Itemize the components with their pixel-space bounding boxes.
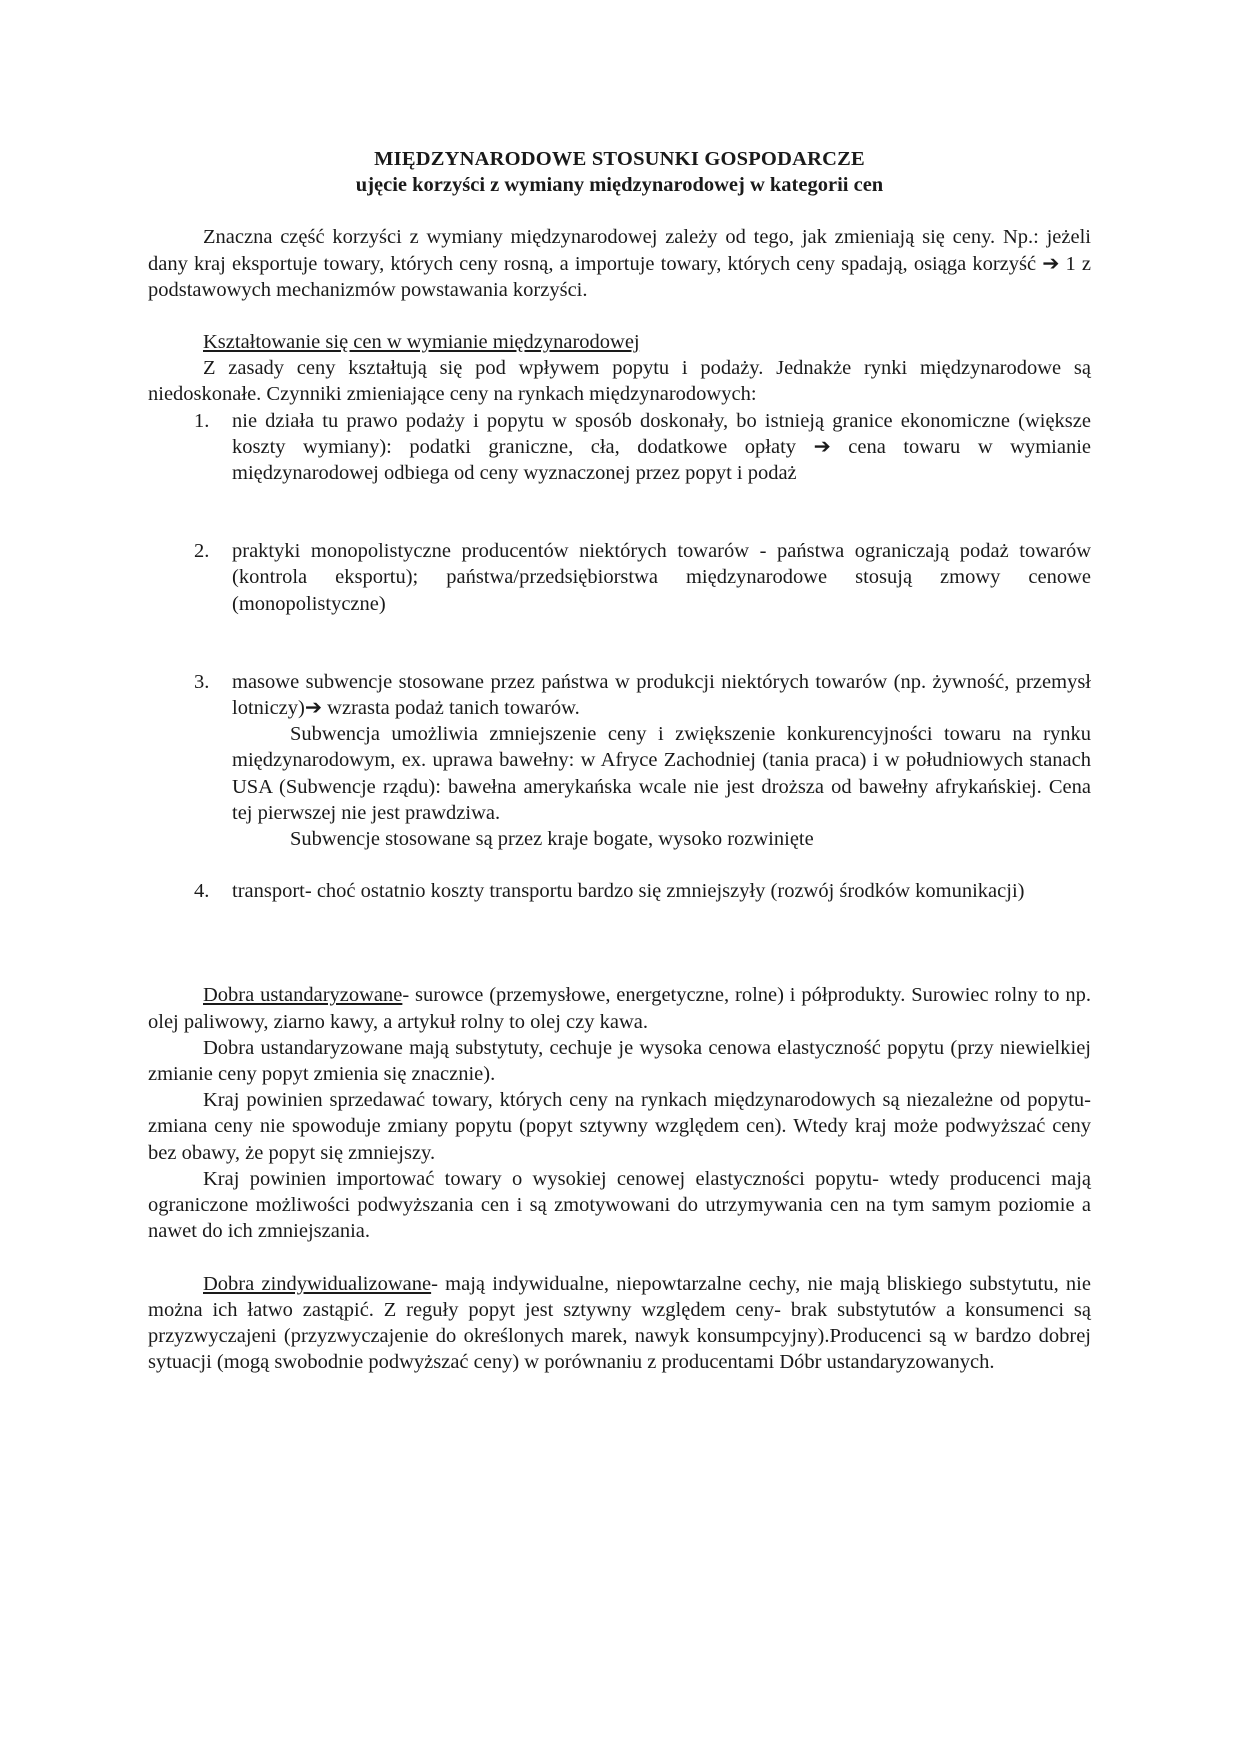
list-item-text: transport- choć ostatnio koszty transportu bardzo się zmniejszyły (rozwój środków komunikacji) <box>232 880 1025 903</box>
term-standardized-goods: Dobra ustandaryzowane <box>203 984 403 1007</box>
document-title: MIĘDZYNARODOWE STOSUNKI GOSPODARCZE <box>374 148 865 170</box>
standardized-goods-p4: Kraj powinien importować towary o wysokiej cenowej elastyczności popytu- wtedy producenci mają ograniczone możliwości podwyższania cen i są zmotywowani do utrzymywania cen na tym samym poziomie a nawet do ich zmniejszania. <box>148 1167 1091 1243</box>
spacer <box>148 512 1091 538</box>
list-item-subparagraph: Subwencje stosowane są przez kraje bogate, wysoko rozwinięte <box>290 828 814 851</box>
list-item <box>138 669 1091 852</box>
spacer <box>148 956 1091 982</box>
spacer <box>148 1245 1091 1271</box>
list-item-subparagraph: Subwencja umożliwia zmniejszenie ceny i zwiększenie konkurencyjności towaru na rynku międzynarodowym, ex. uprawa bawełny: w Afryce Zachodniej (tania praca) i w południowych stanach USA (Subwencje rządu): bawełna amerykańska wcale nie jest droższa od bawełny afrykańskiej. Cena tej pierwszej nie jest prawdziwa. <box>232 723 1091 824</box>
spacer <box>148 930 1091 956</box>
list-item-text: praktyki monopolistyczne producentów niektórych towarów - państwa ograniczają podaż towarów (kontrola eksportu); państwa/przedsiębiorstwa międzynarodowe stosują zmowy cenowe (monopolistyczne) <box>232 540 1091 615</box>
list-item-text: nie działa tu prawo podaży i popytu w sposób doskonały, bo istnieją granice ekonomiczne (większe koszty wymiany): podatki graniczne, cła, dodatkowe opłaty ➔ cena towaru w wymianie międzynarodowej odbiega od ceny wyznaczonej przez popyt i podaż <box>232 409 1091 485</box>
spacer <box>148 617 1091 643</box>
spacer <box>148 852 1091 878</box>
list-item <box>138 408 1091 487</box>
section1-paragraph: Z zasady ceny kształtują się pod wpływem popytu i podaży. Jednakże rynki międzynarodowe są niedoskonałe. Czynniki zmieniające ceny na rynkach międzynarodowych: <box>148 357 1091 406</box>
factors-list <box>148 408 1091 905</box>
term-individualized-goods: Dobra zindywidualizowane <box>203 1272 432 1295</box>
standardized-goods-p2: Dobra ustandaryzowane mają substytuty, cechuje je wysoka cenowa elastyczność popytu (przy niewielkiej zmianie ceny popyt zmienia się znacznie). <box>148 1036 1091 1086</box>
standardized-goods-p3: Kraj powinien sprzedawać towary, których ceny na rynkach międzynarodowych są niezależne od popytu- zmiana ceny nie spowoduje zmiany popytu (popyt sztywny względem cen). Wtedy kraj może podwyższać ceny bez obawy, że popyt się zmniejszy. <box>148 1089 1091 1164</box>
intro-paragraph: Znaczna część korzyści z wymiany międzynarodowej zależy od tego, jak zmieniają się ceny. Np.: jeżeli dany kraj eksportuje towary, których ceny rosną, a importuje towary, których ceny spadają, osiąga korzyść ➔ 1 z podstawowych mechanizmów powstawania korzyści. <box>148 226 1091 301</box>
document-page <box>148 146 1091 1375</box>
term-definition: - mają indywidualne, niepowtarzalne cechy, nie mają bliskiego substytutu, nie można ich łatwo zastąpić. Z reguły popyt jest sztywny względem ceny- brak substytutów a konsumenci są przyzwyczajeni (przyzwyczajenie do określonych marek, nawyk konsumpcyjny).Producenci są w bardzo dobrej sytuacji (mogą swobodnie podwyższać ceny) w porównaniu z producentami Dóbr ustandaryzowanych. <box>148 1272 1091 1374</box>
individualized-goods-paragraph <box>148 1271 1091 1376</box>
standardized-goods-paragraph <box>148 982 1091 1034</box>
list-number: 2. <box>194 540 210 563</box>
list-number: 3. <box>194 670 210 693</box>
list-number: 4. <box>194 880 210 903</box>
document-subtitle: ujęcie korzyści z wymiany międzynarodowej w kategorii cen <box>355 174 884 197</box>
spacer <box>148 904 1091 930</box>
term-definition: - surowce (przemysłowe, energetyczne, rolne) i półprodukty. Surowiec rolny to np. olej paliwowy, ziarno kawy, a artykuł rolny to olej czy kawa. <box>148 984 1091 1033</box>
list-item-text: masowe subwencje stosowane przez państwa w produkcji niektórych towarów (np. żywność, przemysł lotniczy)➔ wzrasta podaż tanich towarów. <box>232 670 1091 720</box>
list-item <box>138 878 1091 904</box>
list-item <box>138 538 1091 617</box>
spacer <box>148 303 1091 329</box>
spacer <box>148 643 1091 669</box>
spacer <box>148 486 1091 512</box>
section-heading-price-formation: Kształtowanie się cen w wymianie międzynarodowej <box>203 331 640 354</box>
list-number: 1. <box>194 409 210 432</box>
